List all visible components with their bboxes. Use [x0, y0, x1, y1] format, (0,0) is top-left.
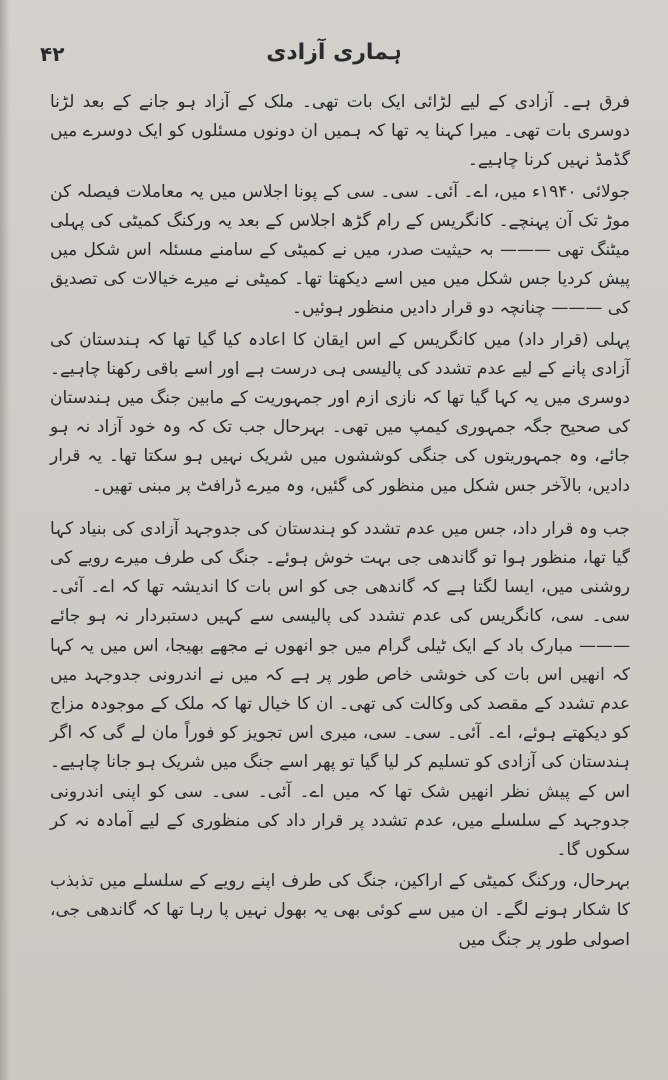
page-binding-shadow: [0, 0, 10, 1080]
paragraph-3: پہلی (قرار داد) میں کانگریس کے اس ایقان کا اعادہ کیا گیا تھا کہ ہندستان کی آزادی پانے کے لیے عدم تشدد کی پالیسی ہی درست ہے اور اسے باقی رکھنا چاہیے۔ دوسری میں یہ کہا گیا تھا کہ نازی ازم اور جمہوریت کے مابین جنگ میں ہندستان کی صحیح جگہ جمہوری کیمپ میں تھی۔ بہرحال جب تک کہ وہ خود آزاد نہ ہو جائے، وہ جمہوریتوں کی جنگی کوششوں میں شریک نہیں ہو سکتا تھا۔ یہ قرار دادیں، بالآخر جس شکل میں منظور کی گئیں، وہ میرے ڈرافٹ پر مبنی تھیں۔: [50, 329, 630, 496]
page-header: [0, 40, 668, 80]
paragraph-1: فرق ہے۔ آزادی کے لیے لڑائی ایک بات تھی۔ ملک کے آزاد ہو جانے کے بعد لڑنا دوسری بات تھی۔ میرا کہنا یہ تھا کہ ہمیں ان دونوں مسئلوں کو ایک دوسرے میں گڈمڈ نہیں کرنا چاہیے۔: [50, 92, 630, 171]
body-text: [50, 88, 630, 957]
running-title: ہماری آزادی: [266, 40, 402, 65]
paragraph-4: جب وہ قرار داد، جس میں عدم تشدد کو ہندستان کی جدوجہد آزادی کی بنیاد کہا گیا تھا، منظور ہوا تو گاندھی جی بہت خوش ہوئے۔ جنگ کی طرف میرے رویے کی روشنی میں، ایسا لگتا ہے کہ گاندھی جی کو اس بات کا اندیشہ تھا کہ اے۔ آئی۔ سی۔ سی، کانگریس کی عدم تشدد کی پالیسی سے کہیں دستبردار نہ ہو جائے ——— مبارک باد کے ایک ٹیلی گرام میں جو انھوں نے مجھے بھیجا، اس میں یہ کہا کہ انھیں اس بات کی خوشی خاص طور پر ہے کہ میں نے اندرونی جدوجہد میں عدم تشدد کے مقصد کی وکالت کی تھی۔ ان کا خیال تھا کہ ملک کے موجودہ مزاج کو دیکھتے ہوئے، اے۔ آئی۔ سی۔ سی، میری اس تجویز کو فوراً مان لے گی کہ اگر ہندستان کی آزادی کو تسلیم کر لیا گیا تو پھر اسے جنگ میں شریک ہو جانا چاہیے۔ اس کے پیش نظر انھیں شک تھا کہ میں اے۔ آئی۔ سی۔ سی کو اپنی اندرونی جدوجہد کے سلسلے میں، عدم تشدد پر قرار داد کی منظوری کے لیے آمادہ نہ کر سکوں گا۔: [50, 518, 630, 861]
page-number: ۴۲: [40, 42, 65, 66]
paragraph-2: جولائی ۱۹۴۰ء میں، اے۔ آئی۔ سی۔ سی کے پونا اجلاس میں یہ معاملات فیصلہ کن موڑ تک آن پہنچے۔ کانگریس کے رام گڑھ اجلاس کے بعد یہ ورکنگ کمیٹی کی پہلی میٹنگ تھی ——— بہ حیثیت صدر، میں نے کمیٹی کے سامنے مسئلہ اس شکل میں پیش کردیا جس شکل میں میں اسے دیکھتا تھا۔ کمیٹی نے میرے خیالات کی تصدیق کی ——— چنانچہ دو قرار دادیں منظور ہوئیں۔: [50, 181, 630, 319]
paragraph-5: بہرحال، ورکنگ کمیٹی کے اراکین، جنگ کی طرف اپنے رویے کے سلسلے میں تذبذب کا شکار ہونے لگے۔ ان میں سے کوئی بھی یہ بھول نہیں پا رہا تھا کہ گاندھی جی، اصولی طور پر جنگ میں: [50, 871, 630, 950]
